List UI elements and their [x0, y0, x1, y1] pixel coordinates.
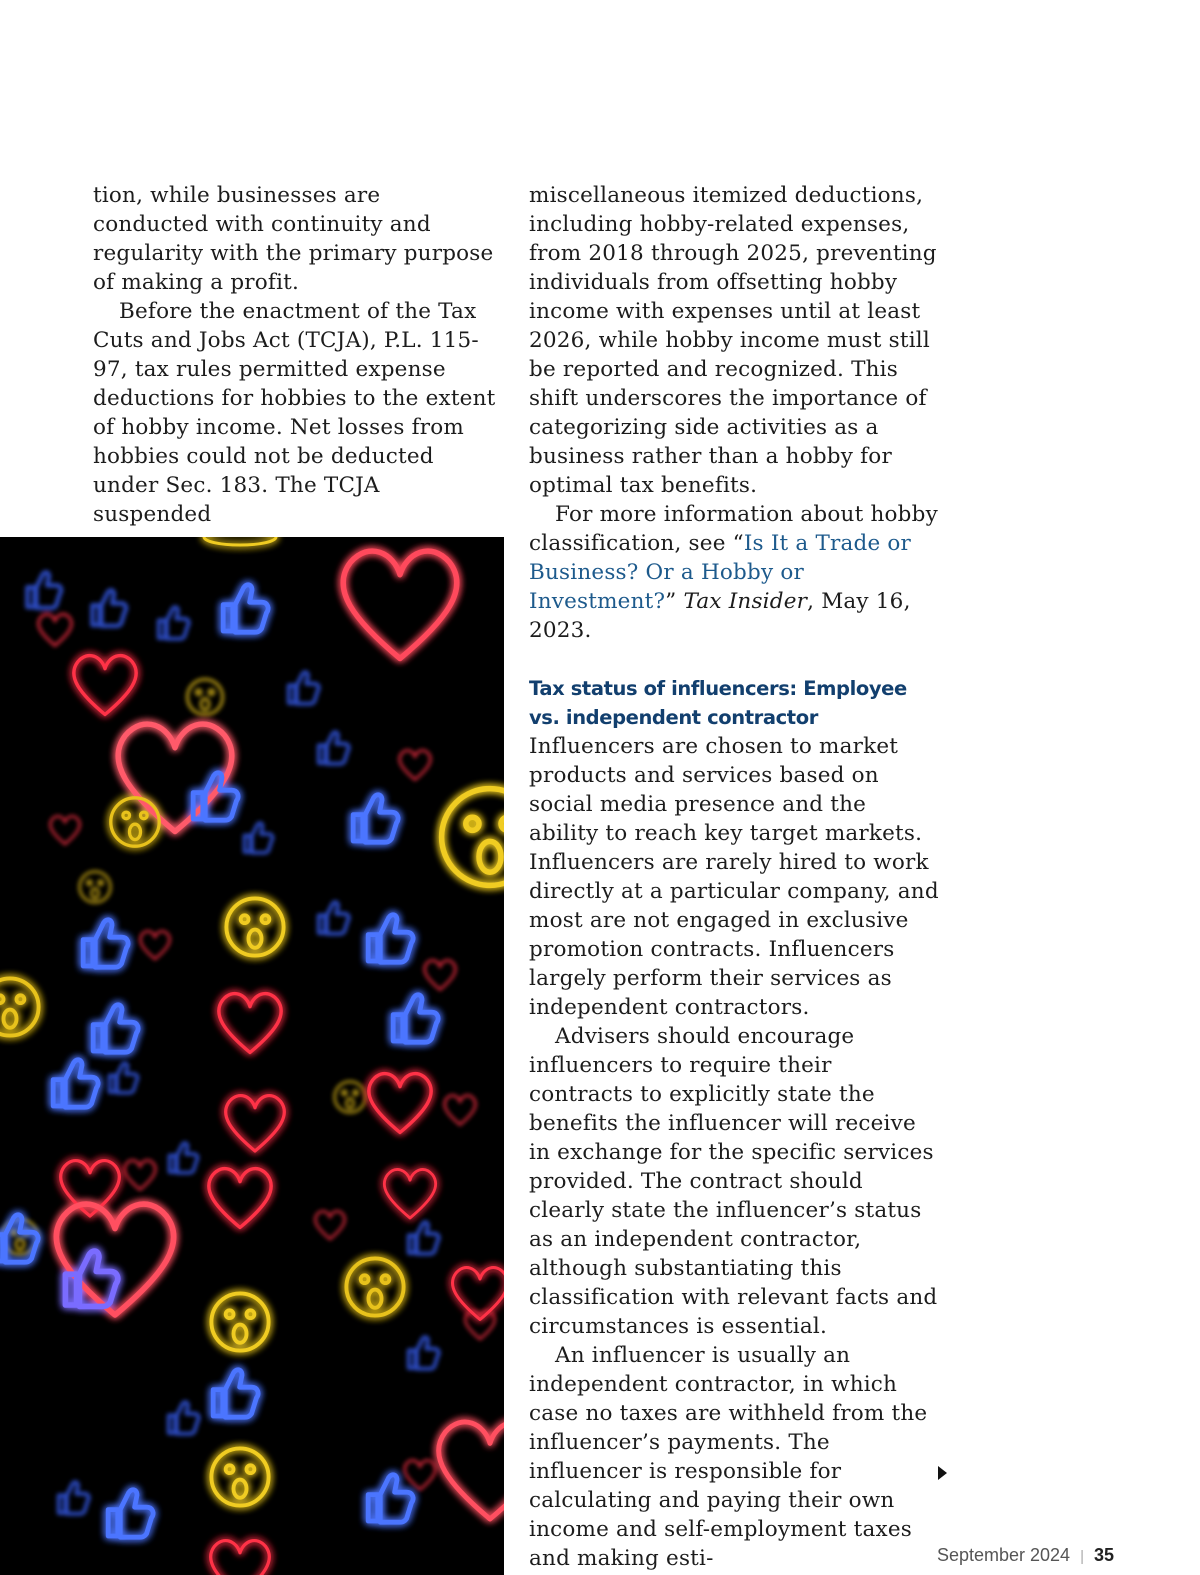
emoji-face-icon — [0, 978, 39, 1035]
heart-icon — [425, 960, 456, 989]
heart-icon — [50, 816, 79, 844]
thumbs-up-icon — [353, 795, 398, 842]
paragraph: Influencers are chosen to market products and services based on social media presence and the ability to reach key target markets. Influencers are rarely hired to work directly at a particular company, and most are not engaged in exclusive promotion contracts. Influencers largely perform their services as independent contractors. — [529, 734, 939, 1020]
heart-icon — [452, 1268, 504, 1320]
heart-icon — [400, 750, 431, 779]
thumbs-up-icon — [223, 585, 268, 632]
left-text-column — [93, 181, 498, 529]
heart-icon — [384, 1169, 435, 1218]
thumbs-up-icon — [409, 1222, 439, 1254]
thumbs-up-icon — [368, 915, 413, 962]
paragraph: tion, while businesses are conducted with continuity and regularity with the primary purpose of making a profit. — [93, 183, 494, 295]
emoji-face-icon — [187, 679, 222, 714]
thumbs-up-icon — [368, 1475, 413, 1522]
heart-icon — [209, 1169, 271, 1228]
heart-icon — [405, 1460, 436, 1489]
thumbs-up-icon — [319, 732, 349, 764]
heart-icon — [315, 1211, 344, 1239]
emoji-face-icon — [335, 1082, 366, 1113]
heart-icon — [74, 656, 136, 715]
thumbs-up-icon — [170, 1143, 198, 1173]
paragraph-lead: For more information about hobby classification, see “ — [529, 502, 938, 556]
heart-icon — [439, 1422, 504, 1519]
thumbs-up-icon — [393, 995, 438, 1042]
section-heading: Tax status of influencers: Employee vs. independent contractor — [529, 677, 907, 729]
paragraph: Before the enactment of the Tax Cuts and Jobs Act (TCJA), P.L. 115-97, tax rules permitted expense deductions for hobbies to the extent of hobby income. Net losses from hobbies could not be deducted under Sec. 183. The TCJA suspended — [93, 299, 496, 527]
continue-arrow-icon — [938, 1466, 947, 1480]
thumbs-up-icon — [93, 1005, 138, 1052]
thumbs-up-icon — [169, 1402, 199, 1434]
paragraph: miscellaneous itemized deductions, including hobby-related expenses, from 2018 through 2025, preventing individuals from offsetting hobby income with expenses until at least 2026, while hobby income must still be reported and recognized. This shift underscores the importance of categorizing side activities as a business rather than a hobby for optimal tax benefits. — [529, 183, 937, 498]
emoji-face-icon — [80, 872, 111, 903]
heart-icon — [343, 551, 457, 658]
emoji-face-icon — [211, 1448, 268, 1505]
neon-social-media-artwork — [0, 537, 504, 1575]
quote-close: ” — [665, 589, 684, 614]
thumbs-up-icon — [319, 902, 349, 934]
thumbs-up-icon — [213, 1370, 258, 1417]
heart-icon — [38, 614, 71, 645]
thumbs-up-icon — [108, 1490, 153, 1537]
thumbs-up-icon — [92, 590, 126, 626]
paragraph: Advisers should encourage influencers to require their contracts to explicitly state the benefits the influencer will receive in exchange for the specific services provided. The contract should clearly state the influencer’s status as an independent contractor, although substantiating this classification with relevant facts and circumstances is essential. — [529, 1024, 938, 1339]
paragraph: An influencer is usually an independent contractor, in which case no taxes are withheld from the influencer’s payments. The influencer is responsible for calculating and paying their own income and self-employment taxes and making esti- — [529, 1343, 928, 1571]
thumbs-up-icon — [159, 607, 189, 639]
page-footer — [937, 1545, 1114, 1566]
thumbs-up-icon — [27, 572, 61, 608]
heart-icon — [369, 1074, 431, 1133]
publication-title: Tax Insider — [683, 589, 808, 614]
thumbs-up-icon — [289, 672, 319, 704]
heart-icon — [219, 994, 281, 1053]
emoji-face-icon — [346, 1258, 403, 1315]
thumbs-up-icon — [83, 920, 128, 967]
thumbs-up-icon — [245, 823, 273, 853]
footer-separator: | — [1080, 1548, 1084, 1565]
heart-icon — [226, 1096, 285, 1151]
emoji-face-icon — [211, 1293, 268, 1350]
issue-date: September 2024 — [936, 1545, 1071, 1565]
heart-icon — [211, 1541, 270, 1575]
heart-icon — [445, 1095, 476, 1124]
emoji-face-icon — [442, 789, 504, 886]
emoji-face-icon — [111, 798, 159, 846]
paragraph — [529, 500, 939, 645]
thumbs-up-icon — [409, 1337, 439, 1369]
heart-icon — [140, 931, 169, 959]
article-link[interactable]: Is It a Trade or Business? Or a Hobby or Investment? — [529, 531, 912, 614]
thumbs-up-icon — [193, 773, 238, 820]
right-text-column — [529, 181, 939, 1573]
thumbs-up-icon — [110, 1063, 138, 1093]
publication-date: , May 16, 2023. — [529, 589, 911, 643]
thumbs-up-icon — [53, 1060, 98, 1107]
heart-icon — [465, 1311, 494, 1339]
heart-icon — [125, 1160, 156, 1189]
page-number: 35 — [1093, 1545, 1114, 1565]
emoji-face-icon — [204, 537, 276, 545]
thumbs-up-icon — [59, 1482, 89, 1514]
emoji-face-icon — [226, 898, 283, 955]
